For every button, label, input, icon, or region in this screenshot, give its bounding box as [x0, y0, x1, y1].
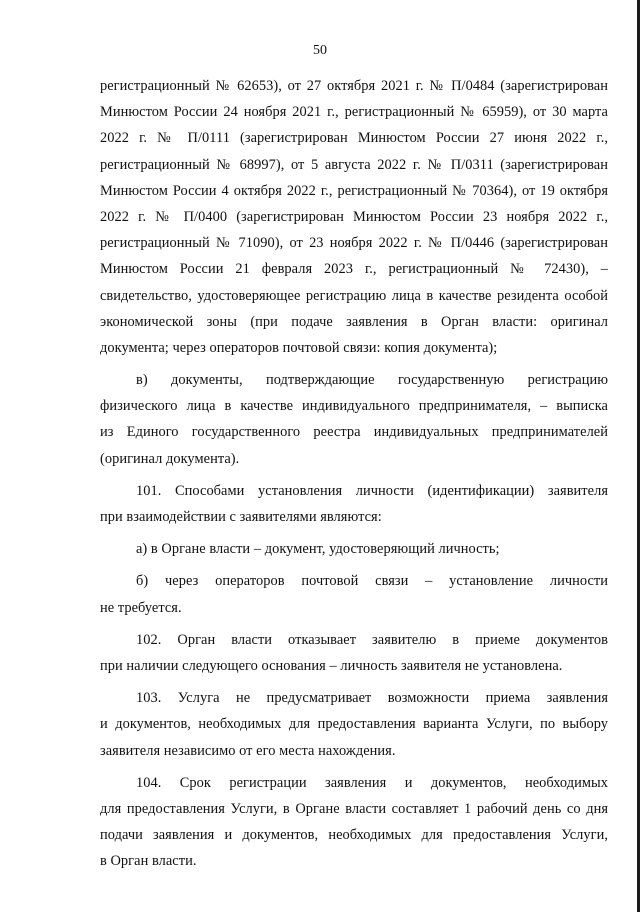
document-body — [100, 73, 608, 874]
text-line: 2022 г. № П/0111 (зарегистрирован Минюстом России 27 июня 2022 г., — [100, 130, 608, 147]
text-line: а) в Органе власти – документ, удостоверяющий личность; — [136, 541, 500, 558]
paragraph — [100, 73, 608, 361]
text-line: б) через операторов почтовой связи – установление личности — [136, 573, 608, 590]
text-line: документа; через операторов почтовой связи: копия документа); — [100, 339, 498, 356]
text-line: из Единого государственного реестра индивидуальных предпринимателей — [100, 424, 608, 441]
text-line: 103. Услуга не предусматривает возможности приема заявления — [136, 690, 608, 707]
paragraph — [100, 685, 608, 764]
text-line: физического лица в качестве индивидуального предпринимателя, – выписка — [100, 398, 608, 415]
text-line: 104. Срок регистрации заявления и документов, необходимых — [136, 774, 608, 791]
text-line: Минюстом России 24 ноября 2021 г., регистрационный № 65959), от 30 марта — [100, 104, 608, 121]
text-line: не требуется. — [100, 599, 182, 616]
paragraph — [100, 627, 608, 679]
page-number: 50 — [313, 43, 327, 58]
paragraph — [100, 536, 608, 562]
text-line: 102. Орган власти отказывает заявителю в приеме документов — [136, 631, 608, 648]
text-line: подачи заявления и документов, необходимых для предоставления Услуги, — [100, 827, 608, 844]
text-line: (оригинал документа). — [100, 450, 240, 467]
text-line: 2022 г. № П/0400 (зарегистрирован Минюстом России 23 ноября 2022 г., — [100, 208, 608, 225]
text-line: регистрационный № 62653), от 27 октября 2021 г. № П/0484 (зарегистрирован — [100, 78, 608, 94]
text-line: Минюстом России 21 февраля 2023 г., регистрационный № 72430), – — [100, 261, 608, 278]
paragraph — [100, 770, 608, 875]
text-line: 101. Способами установления личности (идентификации) заявителя — [136, 482, 608, 499]
paragraph — [100, 478, 608, 530]
text-line: в) документы, подтверждающие государственную регистрацию — [136, 372, 608, 389]
text-line: для предоставления Услуги, в Органе власти составляет 1 рабочий день со дня — [100, 800, 608, 817]
paragraph — [100, 367, 608, 472]
paragraph — [100, 568, 608, 620]
text-line: экономической зоны (при подаче заявления в Орган власти: оригинал — [100, 313, 608, 330]
text-line: Минюстом России 4 октября 2022 г., регистрационный № 70364), от 19 октября — [100, 182, 608, 199]
text-line: в Орган власти. — [100, 853, 197, 870]
text-line: регистрационный № 71090), от 23 ноября 2022 г. № П/0446 (зарегистрирован — [100, 235, 608, 252]
text-line: заявителя независимо от его места нахождения. — [100, 742, 396, 759]
text-line: свидетельство, удостоверяющее регистрацию лица в качестве резидента особой — [100, 287, 608, 304]
text-line: при взаимодействии с заявителями являются: — [100, 509, 382, 525]
text-line: регистрационный № 68997), от 5 августа 2022 г. № П/0311 (зарегистрирован — [100, 156, 608, 173]
text-line: при наличии следующего основания – личность заявителя не установлена. — [100, 657, 563, 674]
text-line: и документов, необходимых для предоставления варианта Услуги, по выбору — [100, 716, 608, 733]
